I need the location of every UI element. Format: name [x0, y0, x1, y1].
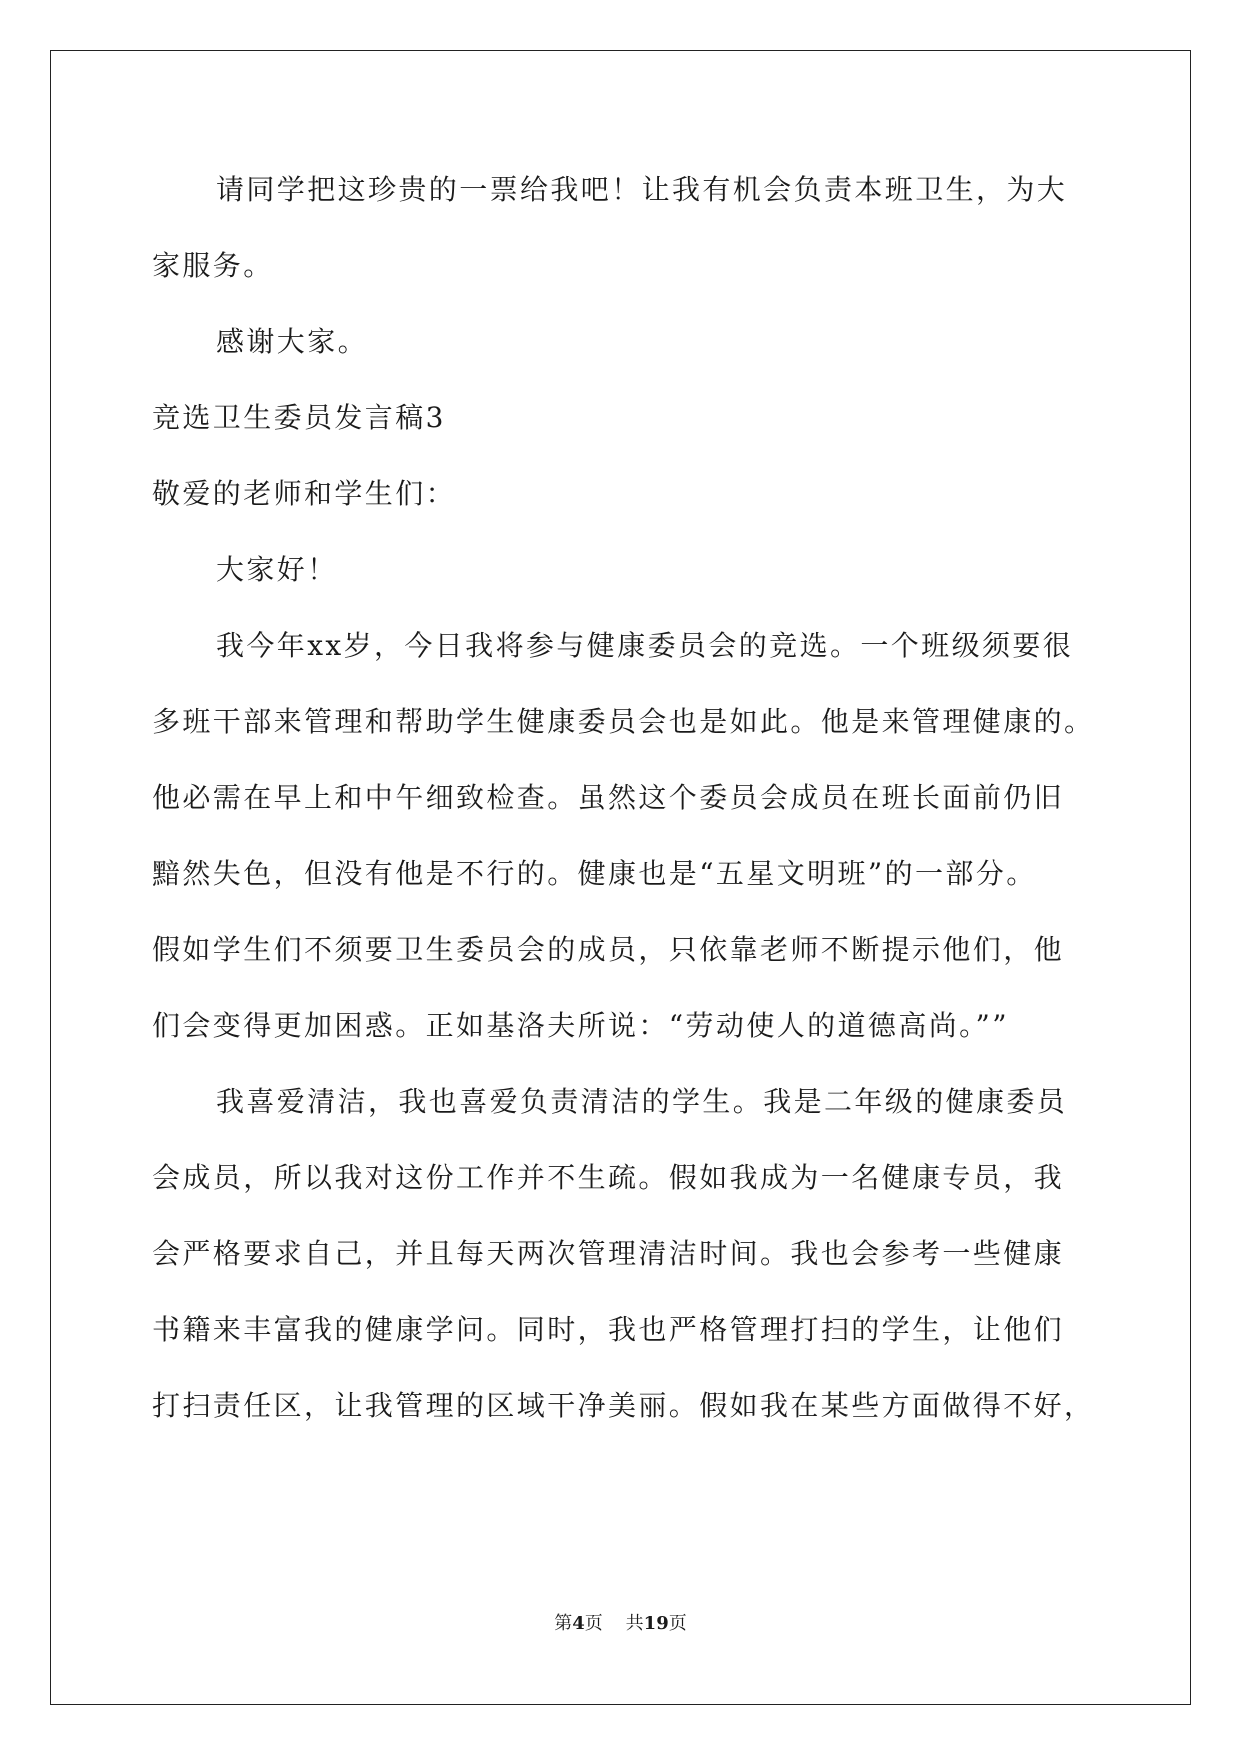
- text-line: 他必需在早上和中午细致检查。虽然这个委员会成员在班长面前仍旧: [152, 781, 1065, 814]
- text-line: 会成员，所以我对这份工作并不生疏。假如我成为一名健康专员，我: [152, 1161, 1065, 1194]
- total-prefix: 共: [625, 1613, 644, 1634]
- text-line: 打扫责任区，让我管理的区域干净美丽。假如我在某些方面做得不好，: [152, 1389, 1095, 1422]
- text-line: 我喜爱清洁，我也喜爱负责清洁的学生。我是二年级的健康委员: [216, 1085, 1068, 1118]
- text-line: 会严格要求自己，并且每天两次管理清洁时间。我也会参考一些健康: [152, 1237, 1065, 1270]
- total-suffix: 页: [668, 1613, 687, 1634]
- text-line: 家服务。: [152, 249, 274, 282]
- page-suffix: 页: [584, 1613, 603, 1634]
- text-line: 书籍来丰富我的健康学问。同时，我也严格管理打扫的学生，让他们: [152, 1313, 1065, 1346]
- greeting: 大家好！: [216, 553, 338, 586]
- salutation: 敬爱的老师和学生们：: [152, 477, 457, 510]
- text-line: 我今年xx岁，今日我将参与健康委员会的竞选。一个班级须要很: [216, 629, 1074, 662]
- section-heading: 竞选卫生委员发言稿3: [152, 401, 446, 434]
- text-line: 感谢大家。: [216, 325, 369, 358]
- page-prefix: 第: [554, 1613, 573, 1634]
- page-number: 4: [572, 1613, 585, 1634]
- text-line: 请同学把这珍贵的一票给我吧！让我有机会负责本班卫生，为大: [216, 173, 1068, 206]
- text-line: 多班干部来管理和帮助学生健康委员会也是如此。他是来管理健康的。: [152, 705, 1095, 738]
- page-footer: [0, 1612, 1241, 1636]
- text-line: 黯然失色，但没有他是不行的。健康也是“五星文明班”的一部分。: [152, 857, 1037, 890]
- text-line: 假如学生们不须要卫生委员会的成员，只依靠老师不断提示他们，他: [152, 933, 1065, 966]
- text-line: 们会变得更加困惑。正如基洛夫所说：“劳动使人的道德高尚。””: [152, 1009, 1009, 1042]
- total-pages: 19: [643, 1613, 669, 1634]
